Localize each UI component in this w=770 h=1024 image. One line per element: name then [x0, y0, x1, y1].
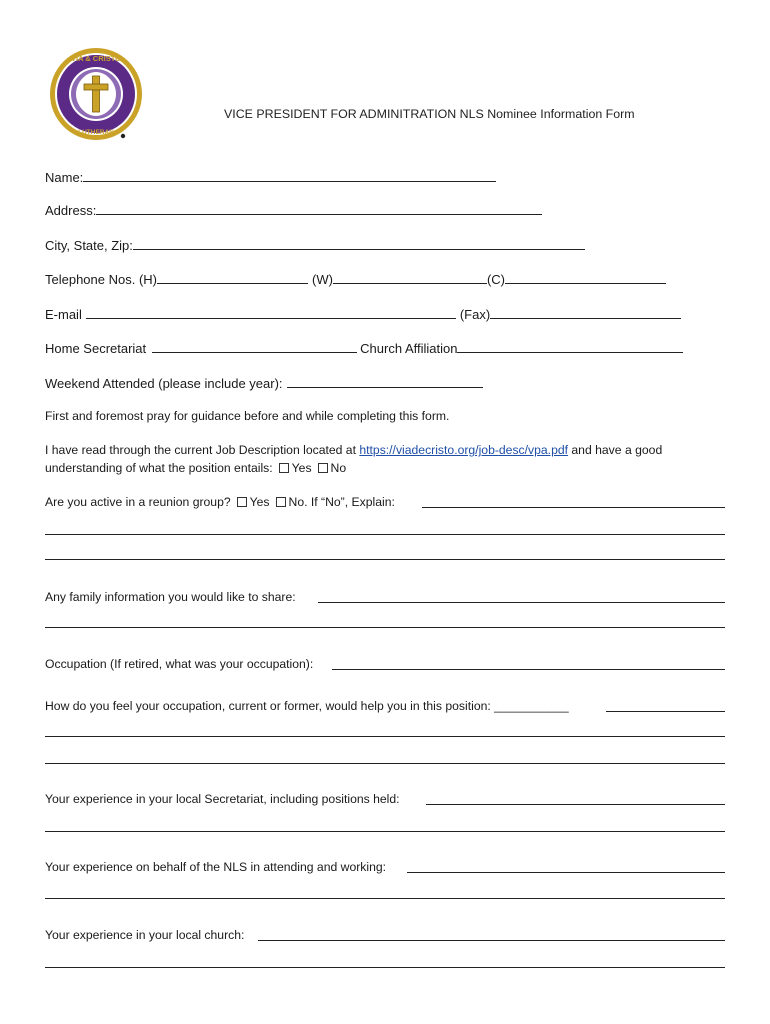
occupation-answer-line[interactable] — [332, 669, 725, 670]
email-row — [45, 307, 681, 322]
job-desc-line2-text: understanding of what the position entails: — [45, 461, 273, 475]
job-description-line2 — [45, 461, 346, 475]
job-desc-yes-checkbox[interactable] — [279, 463, 289, 473]
church-experience-answer-line-2[interactable] — [45, 967, 725, 968]
job-description-line1 — [45, 443, 662, 457]
home-secretariat-field[interactable] — [152, 341, 357, 353]
occupation-help-answer-line[interactable] — [606, 711, 725, 712]
telephone-work-field[interactable] — [333, 272, 487, 284]
local-secretariat-answer-line-2[interactable] — [45, 831, 725, 832]
nls-experience-question: Your experience on behalf of the NLS in attending and working: — [45, 860, 387, 874]
telephone-home-label: Telephone Nos. (H) — [45, 272, 157, 287]
telephone-work-label: (W) — [312, 272, 333, 287]
telephone-home-field[interactable] — [157, 272, 308, 284]
reunion-yes-checkbox[interactable] — [237, 497, 247, 507]
weekend-row — [45, 376, 483, 391]
nls-experience-answer-line-2[interactable] — [45, 898, 725, 899]
reunion-yes-label: Yes — [249, 495, 270, 509]
fax-field[interactable] — [490, 307, 681, 319]
job-description-link[interactable]: https://viadecristo.org/job-desc/vpa.pdf — [359, 443, 569, 457]
nls-experience-answer-line[interactable] — [407, 872, 725, 873]
weekend-field[interactable] — [287, 376, 483, 388]
occupation-help-question — [45, 699, 569, 713]
family-answer-line-2[interactable] — [45, 627, 725, 628]
reunion-answer-line[interactable] — [422, 507, 725, 508]
occupation-question: Occupation (If retired, what was your occupation): — [45, 657, 314, 671]
reunion-question-text: Are you active in a reunion group? — [45, 495, 231, 509]
church-experience-answer-line[interactable] — [258, 940, 725, 941]
address-field[interactable] — [96, 203, 542, 215]
svg-text:VIA & CRISTO: VIA & CRISTO — [70, 54, 122, 63]
email-label: E-mail — [45, 307, 82, 322]
reunion-no-label: No. If “No”, Explain: — [288, 495, 395, 509]
reunion-answer-line-3[interactable] — [45, 559, 725, 560]
weekend-label: Weekend Attended (please include year): — [45, 376, 283, 391]
job-desc-no-label: No — [330, 461, 347, 475]
job-desc-yes-label: Yes — [291, 461, 312, 475]
job-desc-no-checkbox[interactable] — [318, 463, 328, 473]
telephone-cell-field[interactable] — [505, 272, 666, 284]
organization-seal-logo — [46, 46, 148, 142]
reunion-no-checkbox[interactable] — [276, 497, 286, 507]
family-answer-line[interactable] — [318, 602, 725, 603]
city-state-zip-field[interactable] — [133, 238, 585, 250]
name-field[interactable] — [83, 170, 496, 182]
reunion-question — [45, 495, 395, 509]
email-field[interactable] — [86, 307, 456, 319]
svg-text:LUTHERAN: LUTHERAN — [78, 129, 114, 136]
name-label-text: Name: — [45, 170, 84, 185]
local-secretariat-answer-line[interactable] — [426, 804, 725, 805]
city-state-zip-label — [45, 238, 585, 253]
telephone-cell-label: (C) — [486, 272, 505, 287]
family-question: Any family information you would like to share: — [45, 590, 296, 604]
instruction-text: First and foremost pray for guidance before and while completing this form. — [45, 409, 450, 423]
church-affiliation-label: Church Affiliation — [360, 341, 458, 356]
address-label-text: Address: — [45, 203, 97, 218]
fax-label: (Fax) — [459, 307, 491, 322]
church-experience-question: Your experience in your local church: — [45, 928, 245, 942]
home-secretariat-label: Home Secretariat — [45, 341, 147, 356]
occupation-help-answer-line-3[interactable] — [45, 763, 725, 764]
form-title: VICE PRESIDENT FOR ADMINITRATION NLS Nominee Information Form — [224, 107, 635, 121]
occupation-help-answer-line-2[interactable] — [45, 736, 725, 737]
church-affiliation-field[interactable] — [457, 341, 683, 353]
address-label — [45, 203, 542, 218]
telephone-row — [45, 272, 666, 287]
secretariat-row — [45, 341, 683, 356]
job-desc-text: I have read through the current Job Description located at — [45, 443, 356, 457]
name-label — [45, 170, 496, 185]
job-desc-after-text: and have a good — [571, 443, 663, 457]
reunion-answer-line-2[interactable] — [45, 534, 725, 535]
occupation-help-blank: ___________ — [494, 699, 569, 713]
occupation-help-text: How do you feel your occupation, current or former, would help you in this position: — [45, 699, 491, 713]
local-secretariat-question: Your experience in your local Secretariat, including positions held: — [45, 792, 400, 806]
city-label-text: City, State, Zip: — [45, 238, 133, 253]
